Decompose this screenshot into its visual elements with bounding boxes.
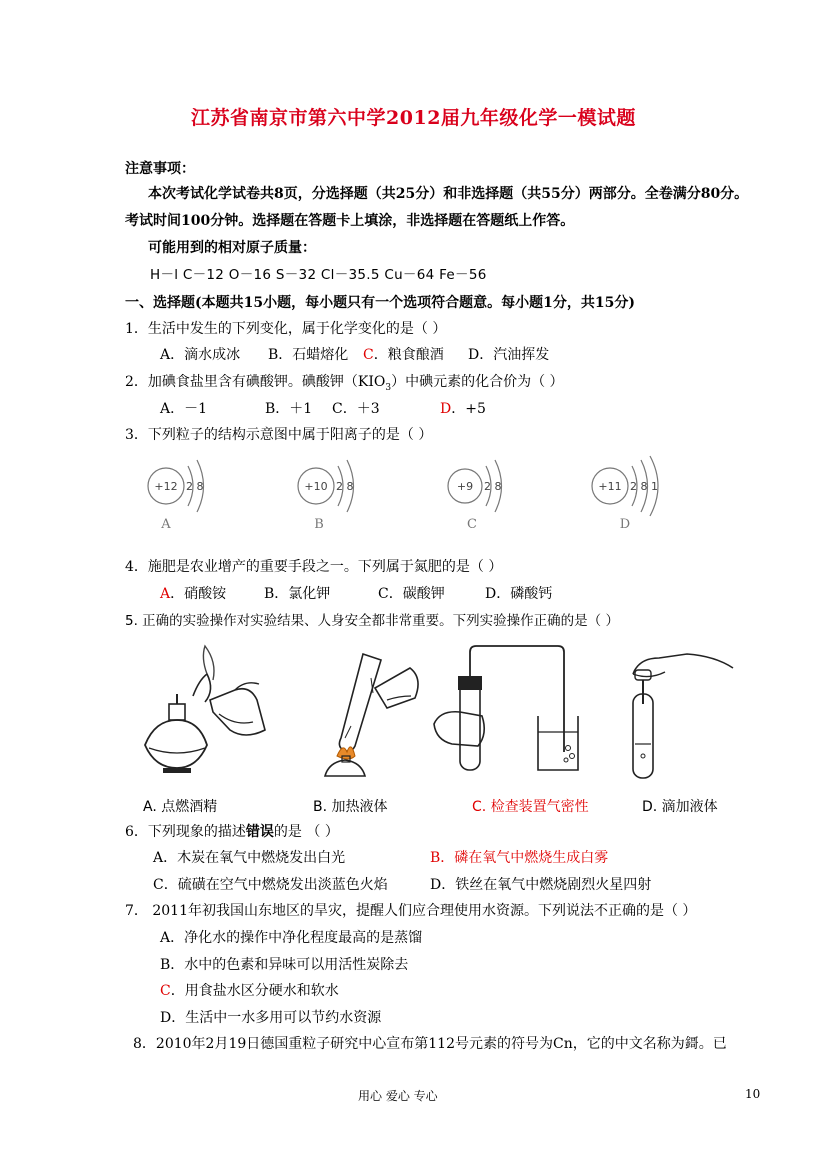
atomic-mass-list: H－l C－12 O－16 S－32 Cl－35.5 Cu－64 Fe－56 bbox=[150, 267, 487, 283]
question-6-stem: 6．下列现象的描述错误的是 （ ） bbox=[125, 824, 339, 840]
q6-option-a: A．木炭在氧气中燃烧发出白光 bbox=[153, 850, 346, 866]
lighting-alcohol-lamp-image bbox=[135, 640, 280, 780]
question-8-stem: 8．2010年2月19日德国重粒子研究中心宣布第112号元素的符号为Cn，它的中文名称为鎶。已 bbox=[133, 1036, 727, 1052]
q1-option-c: C．粮食酿酒 bbox=[363, 347, 444, 363]
q6-option-c: C．硫磺在空气中燃烧发出淡蓝色火焰 bbox=[153, 877, 388, 893]
electron-shells: 2 8 bbox=[484, 480, 502, 493]
q4-answer-letter: A bbox=[160, 586, 171, 602]
q1-answer-letter: C bbox=[363, 347, 374, 363]
gas-tightness-check-image bbox=[430, 640, 580, 780]
notice-heading: 注意事项： bbox=[125, 161, 195, 177]
option-label: D bbox=[619, 517, 631, 532]
atomic-mass-heading: 可能用到的相对原子质量： bbox=[148, 240, 316, 256]
dropping-liquid-image bbox=[625, 644, 740, 784]
q5-option-b: B. 加热液体 bbox=[313, 799, 388, 815]
question-7-stem: 7． 2011年初我国山东地区的旱灾，提醒人们应合理使用水资源。下列说法不正确的是（ ） bbox=[125, 903, 697, 919]
notice-line-1: 本次考试化学试卷共8页，分选择题（共25分）和非选择题（共55分）两部分。全卷满分80分。 bbox=[148, 186, 749, 202]
atom-diagram-d bbox=[588, 454, 678, 534]
nucleus-charge: +11 bbox=[598, 480, 622, 493]
footer-motto: 用心 爱心 专心 bbox=[358, 1089, 438, 1103]
nucleus-charge: +9 bbox=[456, 480, 474, 493]
q2-option-a: A．－1 bbox=[160, 401, 208, 417]
question-2-stem: 2．加碘食盐里含有碘酸钾。碘酸钾$(KIO_3)$中碘元素的化合价为（ ） bbox=[125, 374, 564, 393]
question-1-stem: 1．生活中发生的下列变化，属于化学变化的是（ ） bbox=[125, 321, 447, 337]
notice-line-2: 考试时间100分钟。选择题在答题卡上填涂，非选择题在答题纸上作答。 bbox=[125, 213, 575, 229]
q2-option-d: D．+5 bbox=[440, 401, 486, 417]
option-label: A bbox=[161, 517, 171, 532]
q7-option-d: D．生活中一水多用可以节约水资源 bbox=[160, 1010, 382, 1026]
electron-shells: 2 8 bbox=[186, 480, 204, 493]
electron-shells: 2 8 bbox=[336, 480, 354, 493]
q4-option-a: A．硝酸铵 bbox=[160, 586, 227, 602]
q2-option-c: C．＋3 bbox=[332, 401, 380, 417]
page-title: 江苏省南京市第六中学2012届九年级化学一模试题 bbox=[191, 107, 636, 129]
option-label: C bbox=[467, 517, 477, 532]
q7-answer-letter: C bbox=[160, 983, 171, 999]
question-3-stem: 3．下列粒子的结构示意图中属于阳离子的是（ ） bbox=[125, 427, 433, 443]
q5-option-a: A. 点燃酒精 bbox=[143, 799, 218, 815]
nucleus-charge: +10 bbox=[304, 480, 328, 493]
question-4-stem: 4．施肥是农业增产的重要手段之一。下列属于氮肥的是（ ） bbox=[125, 559, 503, 575]
atom-diagram-c bbox=[443, 454, 523, 534]
q5-option-d: D. 滴加液体 bbox=[642, 799, 718, 815]
q7-option-b: B．水中的色素和异味可以用活性炭除去 bbox=[160, 957, 409, 973]
atom-diagram-b bbox=[292, 454, 372, 534]
page-number: 10 bbox=[745, 1087, 761, 1101]
section-heading: 一、选择题(本题共15小题，每小题只有一个选项符合题意。每小题1分，共15分) bbox=[125, 295, 635, 311]
nucleus-charge: +12 bbox=[154, 480, 178, 493]
q1-option-b: B．石蜡熔化 bbox=[268, 347, 349, 363]
q1-option-a: A．滴水成冰 bbox=[160, 347, 241, 363]
option-label: B bbox=[314, 517, 324, 532]
emphasis-word: 错误 bbox=[245, 824, 274, 840]
electron-shells: 2 8 1 bbox=[630, 480, 658, 493]
q7-option-a: A．净化水的操作中净化程度最高的是蒸馏 bbox=[160, 930, 423, 946]
q4-option-d: D．磷酸钙 bbox=[485, 586, 553, 602]
question-5-stem: 5. 正确的实验操作对实验结果、人身安全都非常重要。下列实验操作正确的是（ ） bbox=[125, 613, 619, 629]
q6-option-b: B．磷在氧气中燃烧生成白雾 bbox=[430, 850, 609, 866]
heating-liquid-image bbox=[315, 648, 425, 783]
q2-answer-letter: D bbox=[440, 401, 452, 417]
q2-option-b: B．＋1 bbox=[265, 401, 313, 417]
q4-option-b: B．氯化钾 bbox=[264, 586, 331, 602]
q7-option-c: C．用食盐水区分硬水和软水 bbox=[160, 983, 339, 999]
atom-diagram-a bbox=[142, 454, 222, 534]
q1-option-d: D．汽油挥发 bbox=[468, 347, 550, 363]
q6-option-d: D．铁丝在氧气中燃烧剧烈火星四射 bbox=[430, 877, 652, 893]
q5-option-c: C. 检查装置气密性 bbox=[472, 799, 589, 815]
q4-option-c: C．碳酸钾 bbox=[378, 586, 445, 602]
